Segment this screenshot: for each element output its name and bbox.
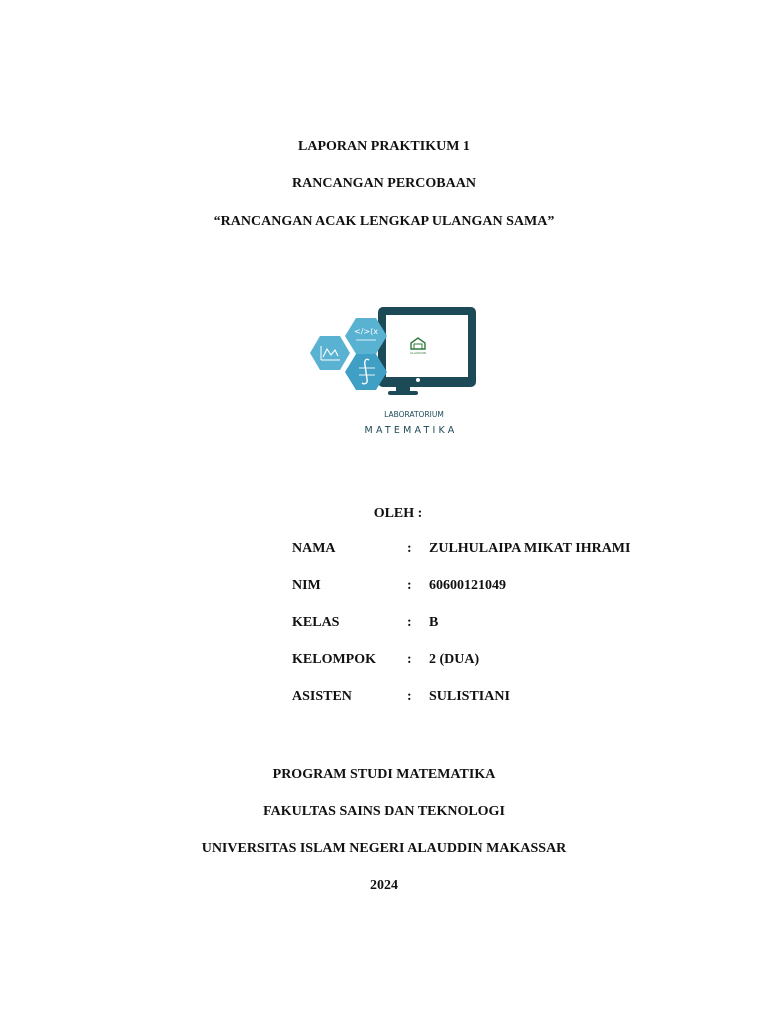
info-colon: : — [407, 652, 412, 667]
info-label: NIM — [292, 578, 321, 593]
info-label: KELOMPOK — [292, 652, 376, 667]
lab-logo-graphic — [280, 264, 524, 484]
info-label: ASISTEN — [292, 689, 352, 704]
faculty-name: FAKULTAS SAINS DAN TEKNOLOGI — [263, 804, 505, 819]
info-label: KELAS — [292, 615, 340, 630]
info-value: B — [429, 615, 439, 630]
emblem-caption: ALAUDDIN — [410, 351, 426, 355]
lab-name: MATEMATIKA — [364, 425, 458, 436]
report-year: 2024 — [370, 878, 398, 893]
course-title: RANCANGAN PERCOBAAN — [292, 176, 476, 191]
graph-icon — [310, 336, 350, 370]
info-value: SULISTIANI — [429, 689, 510, 704]
info-colon: : — [407, 689, 412, 704]
info-label: NAMA — [292, 541, 336, 556]
experiment-title: “RANCANGAN ACAK LENGKAP ULANGAN SAMA” — [213, 214, 555, 229]
info-value: 60600121049 — [429, 578, 506, 593]
university-name: UNIVERSITAS ISLAM NEGERI ALAUDDIN MAKASSAR — [201, 841, 567, 856]
study-program: PROGRAM STUDI MATEMATIKA — [272, 767, 496, 782]
oleh-heading: OLEH : — [373, 506, 423, 521]
info-value: 2 (DUA) — [429, 652, 480, 667]
info-colon: : — [407, 578, 412, 593]
monitor-icon — [378, 307, 476, 395]
info-colon: : — [407, 541, 412, 556]
code-icon-text: </>(x — [354, 327, 378, 336]
lab-label: LABORATORIUM — [384, 410, 444, 419]
report-title: LAPORAN PRAKTIKUM 1 — [298, 139, 470, 154]
lab-logo — [280, 264, 524, 484]
info-colon: : — [407, 615, 412, 630]
info-value: ZULHULAIPA MIKAT IHRAMI — [429, 541, 631, 556]
